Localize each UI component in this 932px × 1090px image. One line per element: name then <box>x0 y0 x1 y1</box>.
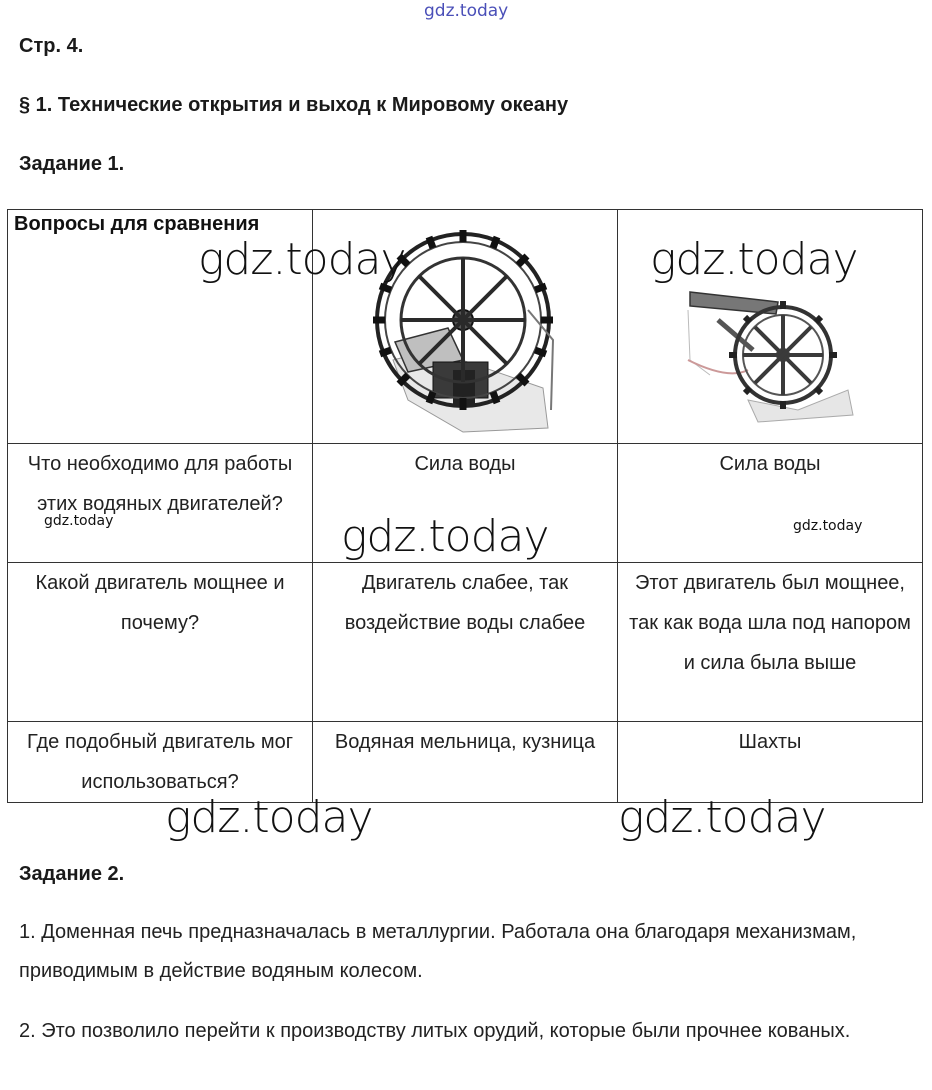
task2-title: Задание 2. <box>19 863 125 885</box>
table-row <box>8 444 923 563</box>
watermark: gdz.today <box>650 234 858 285</box>
answer-cell-2 <box>618 444 923 563</box>
table-header-row <box>8 210 923 444</box>
table-header-cell: Вопросы для сравнения <box>8 210 313 444</box>
answer-cell-1 <box>313 444 618 563</box>
watermark-small: gdz.today <box>793 518 863 534</box>
image-cell-wheel2 <box>618 210 923 444</box>
watermark: gdz.today <box>198 234 406 285</box>
comparison-table <box>7 209 923 803</box>
answer-cell-2: Этот двигатель был мощнее, так как вода шла под напором и сила была выше <box>618 563 923 722</box>
question-cell: Какой двигатель мощнее и почему? <box>8 563 313 722</box>
task1-title: Задание 1. <box>19 153 125 175</box>
watermark-small: gdz.today <box>44 513 114 529</box>
answer-cell-2: Шахты <box>618 722 923 803</box>
task2-answer-1: 1. Доменная печь предназначалась в металлургии. Работала она благодаря механизмам, приводимым в действие водяным колесом. <box>19 921 857 982</box>
watermark: gdz.today <box>165 792 373 843</box>
table-row <box>8 722 923 803</box>
page-label: Стр. 4. <box>19 35 84 57</box>
question-cell <box>8 444 313 563</box>
answer-cell-1: Двигатель слабее, так воздействие воды слабее <box>313 563 618 722</box>
answer-text: Сила воды <box>414 453 516 475</box>
watermark-top: gdz.today <box>424 1 509 21</box>
watermark: gdz.today <box>341 511 549 562</box>
task2-answer-2: 2. Это позволило перейти к производству литых орудий, которые были прочнее кованых. <box>19 1020 851 1042</box>
question-text: Что необходимо для работы этих водяных двигателей? <box>27 453 293 515</box>
image-cell-wheel1 <box>198 210 618 444</box>
question-cell: Где подобный двигатель мог использоваться? <box>8 722 313 803</box>
section-title: § 1. Технические открытия и выход к Мировому океану <box>19 94 569 116</box>
answer-cell-1: Водяная мельница, кузница <box>313 722 618 803</box>
watermark: gdz.today <box>618 792 826 843</box>
answer-text: Сила воды <box>719 453 821 475</box>
table-row <box>8 563 923 722</box>
